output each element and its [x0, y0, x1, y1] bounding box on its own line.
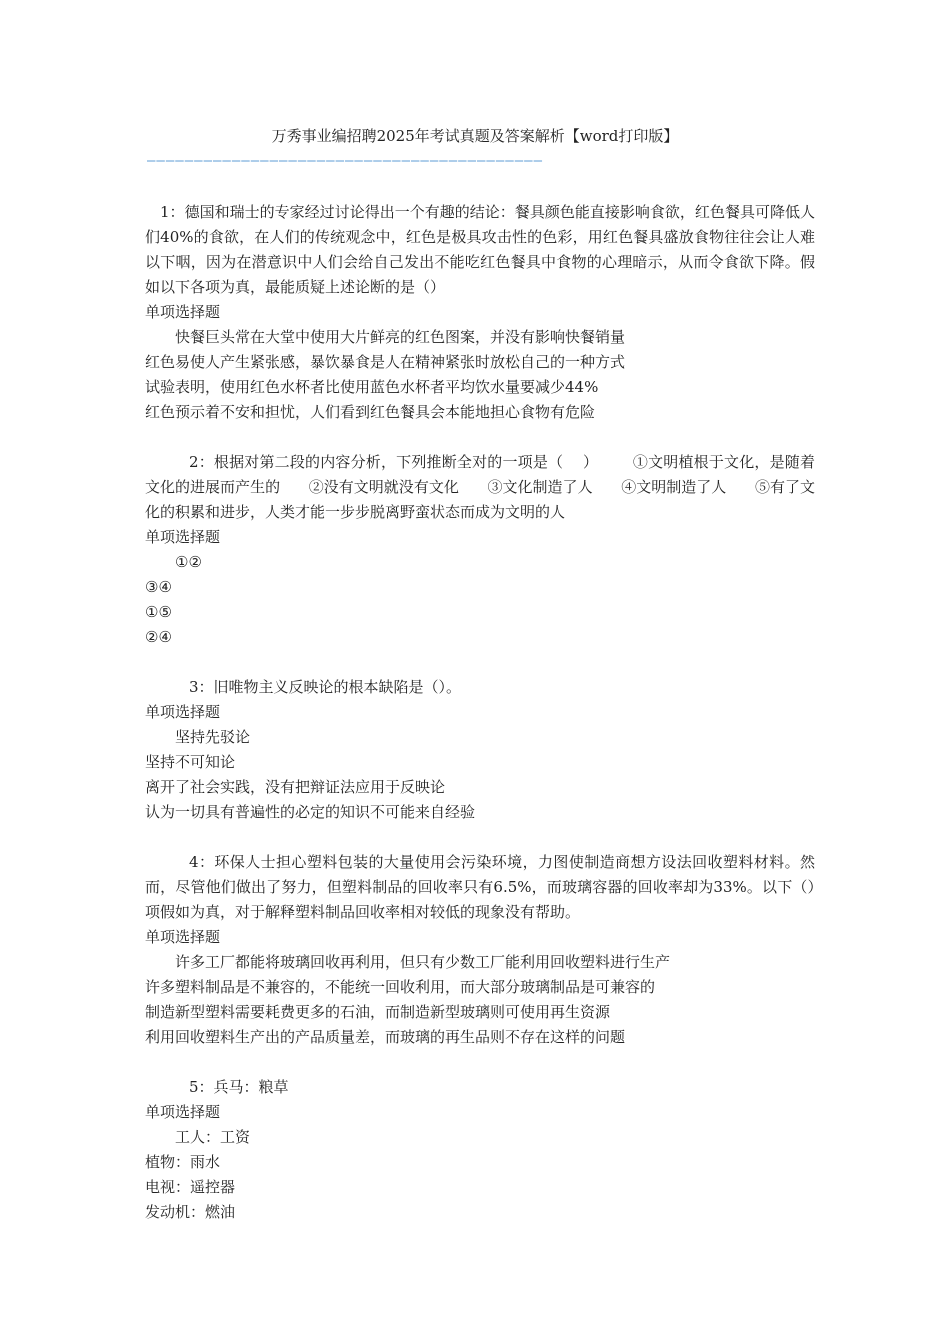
option-d: 红色预示着不安和担忧，人们看到红色餐具会本能地担心食物有危险 [145, 403, 596, 421]
question-stem [145, 200, 815, 300]
question-2 [145, 450, 815, 650]
question-text: 环保人士担心塑料包装的大量使用会污染环境，力图使制造商想方设法回收塑料材料。然而，尽管他们做出了努力，但塑料制品的回收率只有6.5%，而玻璃容器的回收率却为33%。以下（）项假如为真，对于解释塑料制品回收率相对较低的现象没有帮助。 [145, 853, 815, 921]
document-title: 万秀事业编招聘2025年考试真题及答案解析【word打印版】 [271, 127, 679, 145]
option-c: 离开了社会实践，没有把辩证法应用于反映论 [145, 778, 446, 796]
question-number: 1： [160, 203, 185, 221]
question-type: 单项选择题 [145, 703, 221, 721]
question-number: 2： [189, 453, 214, 471]
question-text: 根据对第二段的内容分析，下列推断全对的一项是（ ） ①文明植根于文化，是随着文化的进展而产生的 ②没有文明就没有文化 ③文化制造了人 ④文明制造了人 ⑤有了文化的积累和进步，人类才能一步步脱离野蛮状态而成为文明的人 [145, 453, 816, 521]
question-text: 兵马：粮草 [213, 1078, 289, 1096]
question-number: 3： [189, 678, 214, 696]
question-stem [145, 450, 815, 525]
question-1 [145, 200, 815, 425]
question-text: 德国和瑞士的专家经过讨论得出一个有趣的结论：餐具颜色能直接影响食欲，红色餐具可降低人们40%的食欲，在人们的传统观念中，红色是极具攻击性的色彩，用红色餐具盛放食物往往会让人难以下咽，因为在潜意识中人们会给自己发出不能吃红色餐具中食物的心理暗示，从而令食欲下降。假如以下各项为真，最能质疑上述论断的是（） [145, 203, 815, 296]
option-b: 红色易使人产生紧张感，暴饮暴食是人在精神紧张时放松自己的一种方式 [145, 353, 626, 371]
option-b: 许多塑料制品是不兼容的，不能统一回收利用，而大部分玻璃制品是可兼容的 [145, 978, 656, 996]
option-b: ③④ [145, 578, 172, 596]
question-type: 单项选择题 [145, 928, 221, 946]
question-type: 单项选择题 [145, 528, 221, 546]
question-list [145, 200, 815, 1250]
question-stem [145, 850, 815, 925]
option-c: 电视：遥控器 [145, 1178, 236, 1196]
question-number: 5： [189, 1078, 214, 1096]
question-stem [145, 1075, 815, 1100]
option-a: 许多工厂都能将玻璃回收再利用，但只有少数工厂能利用回收塑料进行生产 [175, 953, 671, 971]
option-a: ①② [175, 553, 202, 571]
question-stem [145, 675, 815, 700]
option-d: 发动机：燃油 [145, 1203, 236, 1221]
option-a: 坚持先驳论 [175, 728, 251, 746]
option-d: 认为一切具有普遍性的必定的知识不可能来自经验 [145, 803, 476, 821]
question-number: 4： [189, 853, 215, 871]
question-type: 单项选择题 [145, 1103, 221, 1121]
option-d: ②④ [145, 628, 172, 646]
question-text: 旧唯物主义反映论的根本缺陷是（）。 [213, 678, 462, 696]
question-type: 单项选择题 [145, 303, 221, 321]
option-b: 坚持不可知论 [145, 753, 236, 771]
option-d: 利用回收塑料生产出的产品质量差，而玻璃的再生品则不存在这样的问题 [145, 1028, 626, 1046]
option-b: 植物：雨水 [145, 1153, 221, 1171]
question-4 [145, 850, 815, 1050]
option-a: 快餐巨头常在大堂中使用大片鲜亮的红色图案，并没有影响快餐销量 [175, 328, 626, 346]
option-a: 工人：工资 [175, 1128, 251, 1146]
option-c: 试验表明，使用红色水杯者比使用蓝色水杯者平均饮水量要减少44% [145, 378, 599, 396]
question-3 [145, 675, 815, 825]
title-divider: —————————————————————————————————————————— [147, 153, 544, 169]
option-c: ①⑤ [145, 603, 172, 621]
option-c: 制造新型塑料需要耗费更多的石油，而制造新型玻璃则可使用再生资源 [145, 1003, 611, 1021]
question-5 [145, 1075, 815, 1225]
